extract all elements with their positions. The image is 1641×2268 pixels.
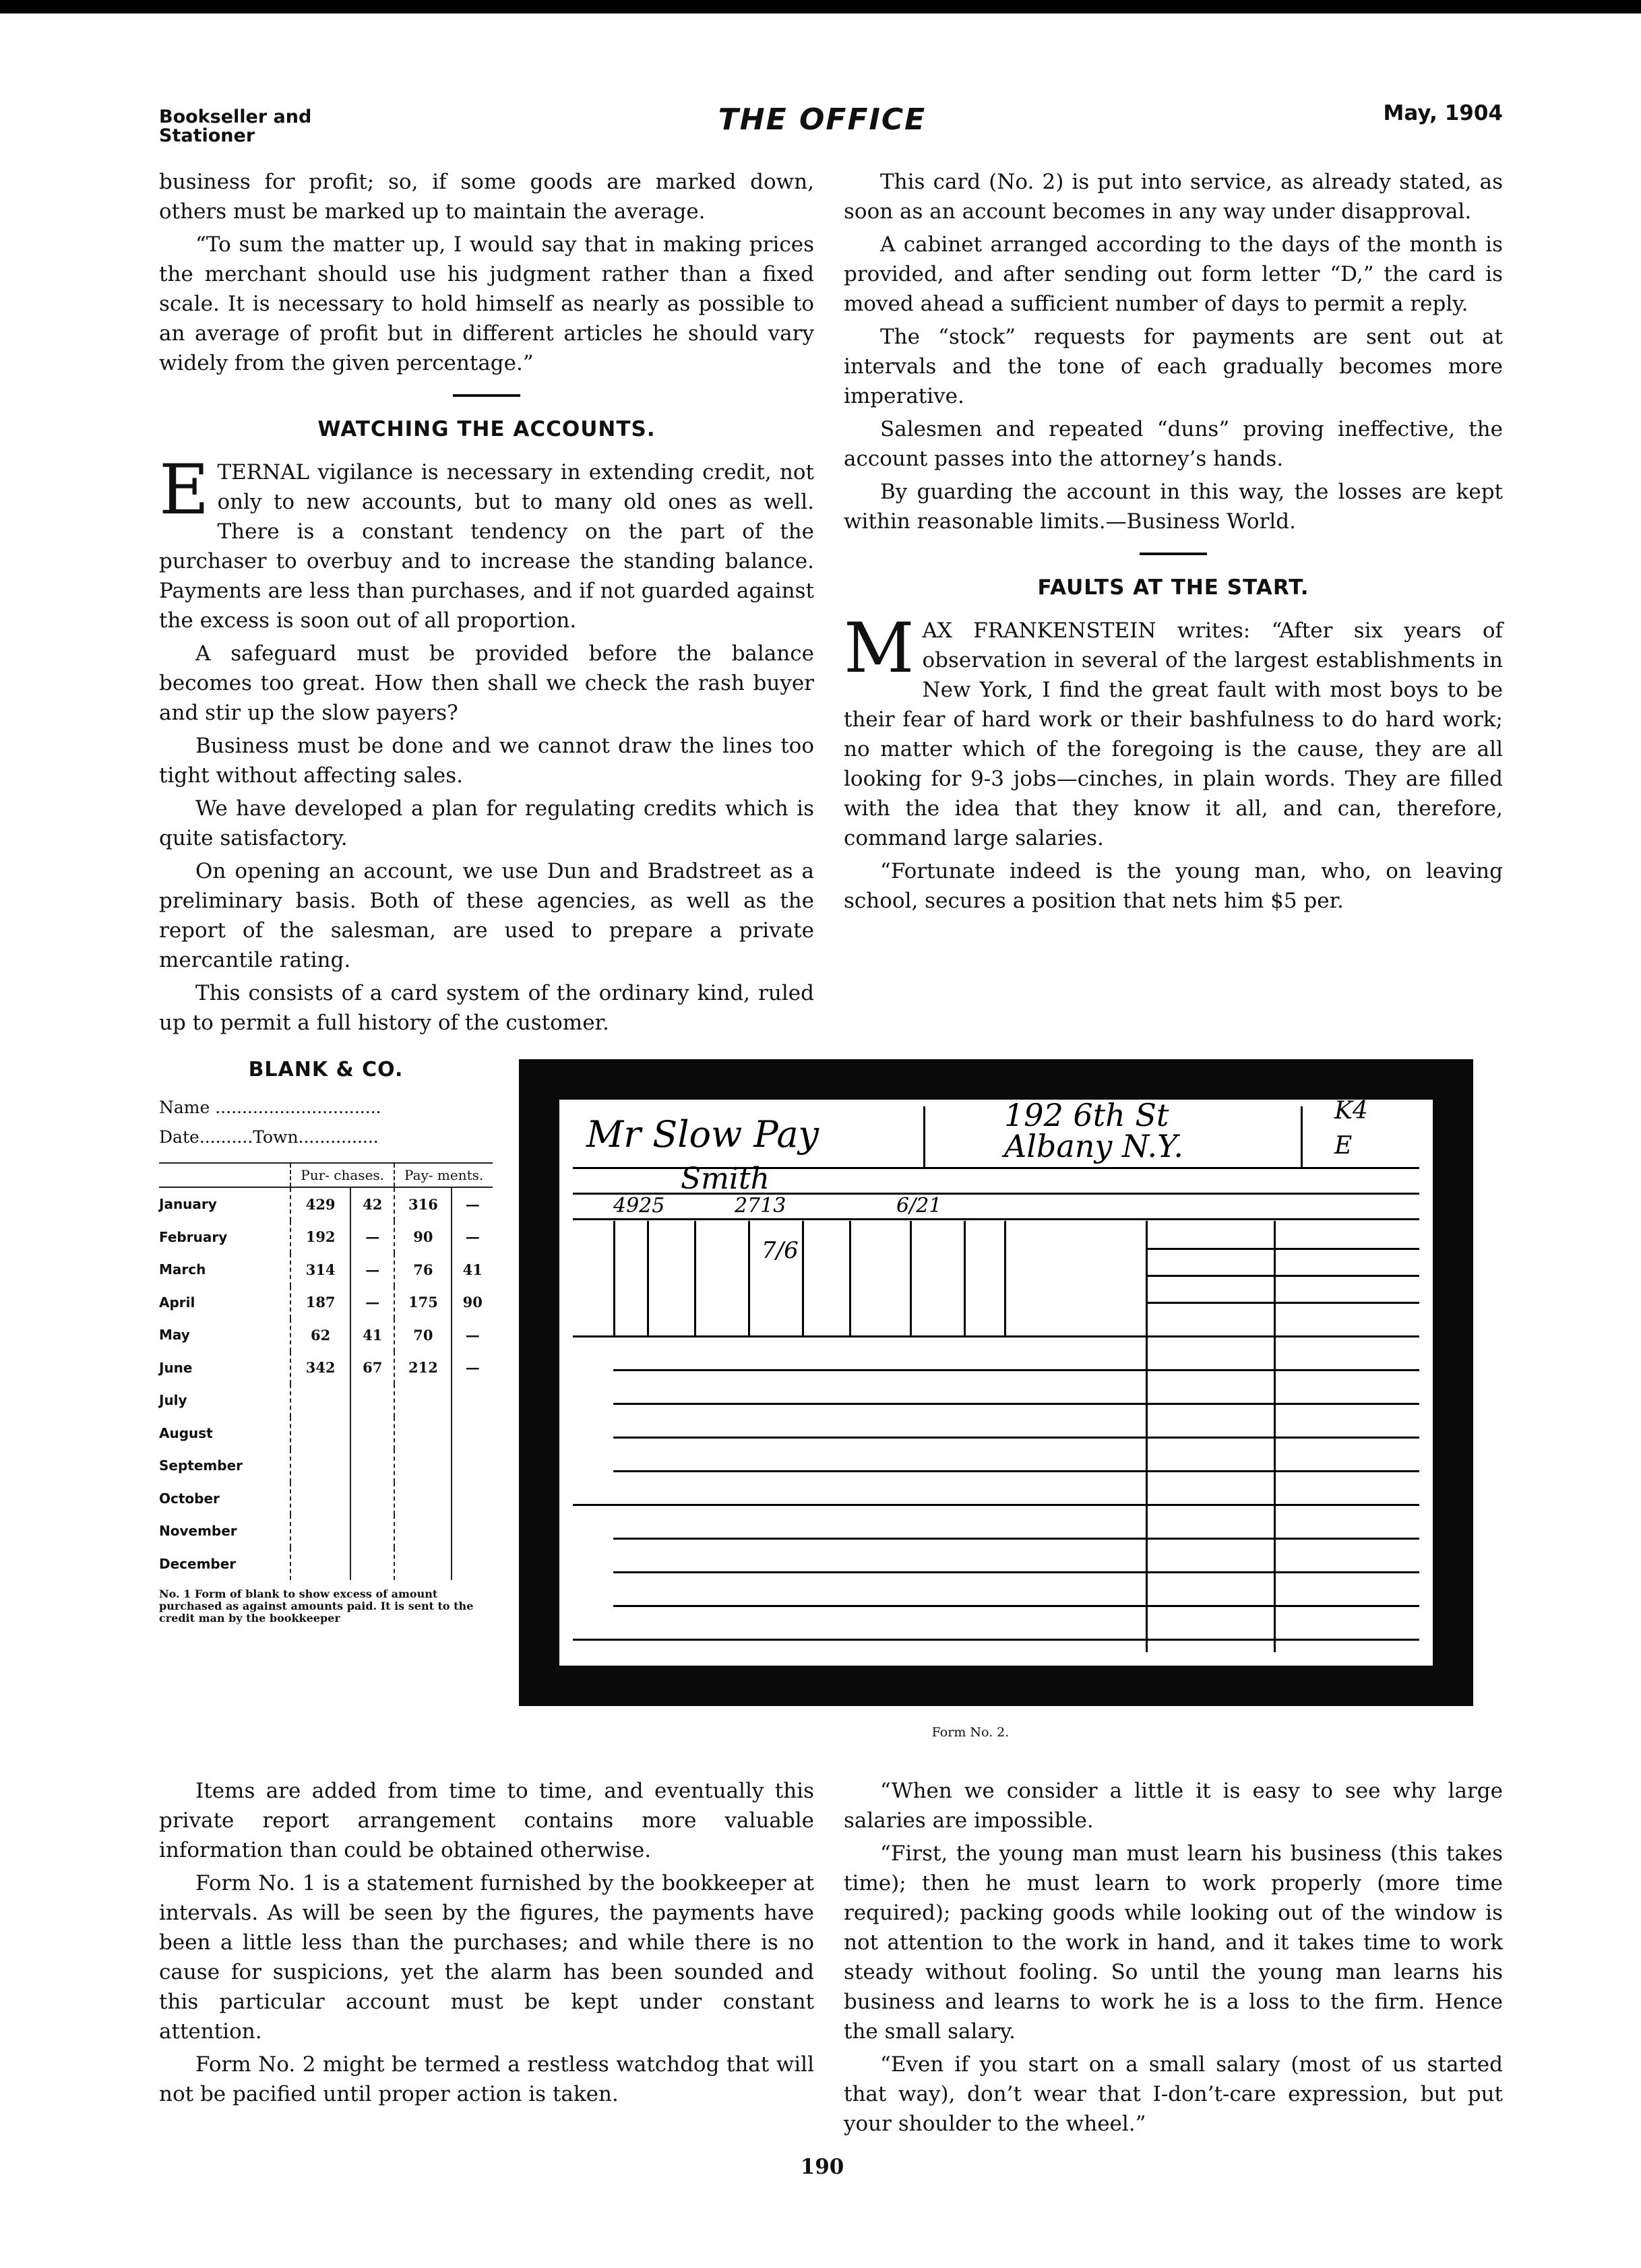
rule-line xyxy=(1004,1221,1006,1335)
paragraph: A cabinet arranged according to the days of the month is provided, and after sending out form letter “D,” the card is moved ahead a sufficient number of days to permit a reply. xyxy=(844,232,1503,316)
month-cell: January xyxy=(159,1196,217,1213)
amount-cell xyxy=(452,1482,493,1515)
page-number: 190 xyxy=(800,2155,844,2179)
paragraph: A safeguard must be provided before the balance becomes too great. How then shall we check the rash buyer and stir up the slow payers? xyxy=(159,641,814,725)
amount-cell xyxy=(290,1384,350,1417)
form-1-blank xyxy=(159,1058,493,1625)
month-cell: October xyxy=(159,1490,220,1507)
amount-cell xyxy=(452,1548,493,1581)
paragraph: Form No. 2 might be termed a restless watchdog that will not be pacified until proper action is taken. xyxy=(159,2052,814,2106)
amount-cell xyxy=(452,1417,493,1450)
rule-line xyxy=(613,1605,1419,1607)
rule-line xyxy=(1146,1302,1419,1304)
column-header-purchases: Pur- chases. xyxy=(290,1163,394,1187)
amount-cell xyxy=(452,1449,493,1482)
form-2-card-photo xyxy=(519,1059,1473,1706)
rule-line xyxy=(964,1221,966,1335)
rule-line xyxy=(613,1538,1419,1540)
amount-cell: 429 xyxy=(290,1187,350,1221)
month-cell: December xyxy=(159,1555,237,1572)
paragraph: AX FRANKENSTEIN writes: “After six years of observation in several of the largest establishments in New York, I find the great fault with most boys to be their fear of hard work or their bashfulness to do hard work; no matter which of the foregoing is the cause, they are all looking for 9-3 jobs—cinches, in plain words. They are filled with the idea that they know it all, and can, therefore, command large salaries. xyxy=(844,619,1503,850)
amount-cell: 342 xyxy=(290,1352,350,1385)
amount-cell xyxy=(350,1417,394,1450)
rule-line xyxy=(1146,1248,1419,1250)
amount-cell xyxy=(290,1515,350,1548)
table-row xyxy=(159,1253,493,1286)
amount-cell xyxy=(350,1384,394,1417)
left-column-bottom xyxy=(159,1776,814,2109)
amount-cell: — xyxy=(452,1319,493,1352)
table-row xyxy=(159,1352,493,1385)
entry-handwritten: 7/6 xyxy=(762,1237,799,1264)
amount-cell: 90 xyxy=(394,1221,452,1254)
amount-cell: 316 xyxy=(394,1187,452,1221)
publication-name xyxy=(159,108,311,146)
amount-cell xyxy=(290,1417,350,1450)
customer-name-handwritten: Mr Slow Pay xyxy=(586,1113,819,1156)
amount-cell xyxy=(290,1449,350,1482)
amount-cell: 42 xyxy=(350,1187,394,1221)
account-number-handwritten: 2713 xyxy=(735,1194,786,1218)
left-column-top xyxy=(159,167,814,1038)
drop-cap: M xyxy=(844,608,915,689)
form-1-table xyxy=(159,1162,493,1580)
amount-cell: 187 xyxy=(290,1286,350,1319)
table-row xyxy=(159,1515,493,1548)
heading-watching-accounts: WATCHING THE ACCOUNTS. xyxy=(317,417,656,441)
section-title: THE OFFICE xyxy=(718,102,927,137)
amount-cell: 76 xyxy=(394,1253,452,1286)
table-row xyxy=(159,1319,493,1352)
paragraph: “When we consider a little it is easy to see why large salaries are impossible. xyxy=(844,1779,1503,1833)
right-column-top xyxy=(844,167,1503,916)
amount-cell: 67 xyxy=(350,1352,394,1385)
street-handwritten: 192 6th St xyxy=(1004,1097,1169,1133)
form-2-card xyxy=(559,1097,1433,1666)
paragraph: This card (No. 2) is put into service, as already stated, as soon as an account becomes in any way under disapproval. xyxy=(844,170,1503,224)
amount-cell xyxy=(350,1548,394,1581)
rule-line xyxy=(910,1221,912,1335)
rule-line xyxy=(1146,1275,1419,1277)
amount-cell: — xyxy=(350,1253,394,1286)
paragraph: “Even if you start on a small salary (most of us started that way), don’t wear that I-don’t-care expression, but put your shoulder to the wheel.” xyxy=(844,2052,1503,2136)
form-1-date-line: Date..........Town............... xyxy=(159,1127,379,1147)
rule-line xyxy=(647,1221,649,1335)
form-1-title: BLANK & CO. xyxy=(248,1058,404,1081)
rule-line xyxy=(613,1221,615,1335)
paragraph: Form No. 1 is a statement furnished by the bookkeeper at intervals. As will be seen by the figures, the payments have been a little less than the purchases; and while there is no cause for suspicions, yet the alarm has been sounded and this particular account must be kept under constant attention. xyxy=(159,1871,814,2044)
paragraph: On opening an account, we use Dun and Bradstreet as a preliminary basis. Both of these agencies, as well as the report of the salesman, are used to prepare a private mercantile rating. xyxy=(159,859,814,972)
code-handwritten: K4 xyxy=(1334,1097,1368,1125)
paragraph: Items are added from time to time, and eventually this private report arrangement contains more valuable information than could be obtained otherwise. xyxy=(159,1779,814,1862)
paragraph: The “stock” requests for payments are sent out at intervals and the tone of each gradually becomes more imperative. xyxy=(844,325,1503,408)
amount-cell xyxy=(394,1515,452,1548)
amount-cell xyxy=(350,1515,394,1548)
month-cell: February xyxy=(159,1228,228,1245)
publication-name-line1: Bookseller and xyxy=(159,106,312,127)
rule-line xyxy=(694,1221,696,1335)
rule-line xyxy=(613,1403,1419,1405)
rule-line xyxy=(923,1106,925,1167)
amount-cell: 41 xyxy=(452,1253,493,1286)
amount-cell xyxy=(290,1548,350,1581)
amount-cell xyxy=(394,1417,452,1450)
paragraph: By guarding the account in this way, the losses are kept within reasonable limits.—Business World. xyxy=(844,480,1503,534)
amount-cell xyxy=(452,1515,493,1548)
amount-cell xyxy=(394,1449,452,1482)
amount-cell xyxy=(394,1384,452,1417)
rule-line xyxy=(573,1335,1419,1337)
amount-cell xyxy=(350,1482,394,1515)
table-row xyxy=(159,1482,493,1515)
amount-cell: 192 xyxy=(290,1221,350,1254)
amount-cell: — xyxy=(452,1187,493,1221)
section-divider xyxy=(1140,553,1207,555)
rule-line xyxy=(1301,1106,1303,1167)
rule-line xyxy=(613,1437,1419,1439)
month-cell: August xyxy=(159,1424,213,1441)
month-cell: May xyxy=(159,1327,190,1344)
amount-cell xyxy=(394,1482,452,1515)
amount-cell: — xyxy=(452,1352,493,1385)
table-row xyxy=(159,1187,493,1221)
table-row xyxy=(159,1221,493,1254)
section-divider xyxy=(453,394,520,397)
table-row xyxy=(159,1417,493,1450)
table-row xyxy=(159,1286,493,1319)
paragraph: Salesmen and repeated “duns” proving ineffective, the account passes into the attorney’s hands. xyxy=(844,417,1503,471)
rule-line xyxy=(849,1221,851,1335)
month-cell: November xyxy=(159,1523,237,1540)
code-handwritten: E xyxy=(1334,1132,1353,1160)
amount-cell xyxy=(452,1384,493,1417)
month-cell: September xyxy=(159,1457,243,1474)
rule-line xyxy=(613,1470,1419,1472)
amount-cell xyxy=(290,1482,350,1515)
table-row xyxy=(159,1449,493,1482)
table-row xyxy=(159,1384,493,1417)
month-cell: April xyxy=(159,1294,195,1311)
right-column-bottom xyxy=(844,1776,1503,2139)
paragraph: “First, the young man must learn his business (this takes time); then he must learn to work properly (more time required); packing goods while looking out of the window is not attention to the work in hand, and it takes time to work steady without fooling. So until the young man learns his business and learns to work he is a loss to the firm. Hence the small salary. xyxy=(844,1841,1503,2044)
rule-line xyxy=(748,1221,750,1335)
date-handwritten: 6/21 xyxy=(896,1194,942,1218)
top-border xyxy=(0,0,1641,13)
amount-cell: — xyxy=(350,1221,394,1254)
rule-line xyxy=(573,1639,1419,1641)
amount-cell: 70 xyxy=(394,1319,452,1352)
month-cell: July xyxy=(159,1392,187,1409)
form-1-name-line: Name ............................... xyxy=(159,1098,381,1117)
month-cell: June xyxy=(159,1359,193,1376)
amount-cell: — xyxy=(452,1221,493,1254)
rule-line xyxy=(613,1369,1419,1371)
form-1-caption: No. 1 Form of blank to show excess of amount purchased as against amounts paid. It is sent to the credit man by the bookkeeper xyxy=(159,1587,474,1625)
amount-cell xyxy=(394,1548,452,1581)
salesman-handwritten: Smith xyxy=(681,1162,770,1196)
amount-cell: 62 xyxy=(290,1319,350,1352)
account-number-handwritten: 4925 xyxy=(613,1194,665,1218)
city-handwritten: Albany N.Y. xyxy=(1004,1128,1184,1164)
paragraph: This consists of a card system of the ordinary kind, ruled up to permit a full history of the customer. xyxy=(159,981,814,1035)
drop-cap: E xyxy=(159,450,210,530)
issue-date: May, 1904 xyxy=(1383,101,1503,125)
amount-cell: 90 xyxy=(452,1286,493,1319)
amount-cell: — xyxy=(350,1286,394,1319)
paragraph: business for profit; so, if some goods are marked down, others must be marked up to maintain the average. xyxy=(159,170,814,224)
column-header-payments: Pay- ments. xyxy=(394,1163,493,1187)
paragraph: “To sum the matter up, I would say that in making prices the merchant should use his judgment rather than a fixed scale. It is necessary to hold himself as nearly as possible to an average of profit but in different articles he should vary widely from the given percentage.” xyxy=(159,232,814,375)
paragraph: Business must be done and we cannot draw the lines too tight without affecting sales. xyxy=(159,734,814,788)
amount-cell: 212 xyxy=(394,1352,452,1385)
month-cell: March xyxy=(159,1261,206,1278)
amount-cell: 41 xyxy=(350,1319,394,1352)
paragraph: TERNAL vigilance is necessary in extending credit, not only to new accounts, but to many old ones as well. There is a constant tendency on the part of the purchaser to overbuy and to increase the standing balance. Payments are less than purchases, and if not guarded against the excess is soon out of all proportion. xyxy=(159,460,814,633)
form-2-caption: Form No. 2. xyxy=(931,1725,1010,1740)
amount-cell: 314 xyxy=(290,1253,350,1286)
paragraph: We have developed a plan for regulating credits which is quite satisfactory. xyxy=(159,796,814,850)
table-row xyxy=(159,1548,493,1581)
amount-cell: 175 xyxy=(394,1286,452,1319)
rule-line xyxy=(613,1571,1419,1573)
paragraph: “Fortunate indeed is the young man, who, on leaving school, secures a position that nets him $5 per. xyxy=(844,859,1503,913)
rule-line xyxy=(802,1221,804,1335)
heading-faults-at-start: FAULTS AT THE START. xyxy=(1037,575,1309,600)
publication-name-line2: Stationer xyxy=(159,125,255,146)
rule-line xyxy=(573,1504,1419,1506)
amount-cell xyxy=(350,1449,394,1482)
rule-line xyxy=(573,1218,1419,1220)
